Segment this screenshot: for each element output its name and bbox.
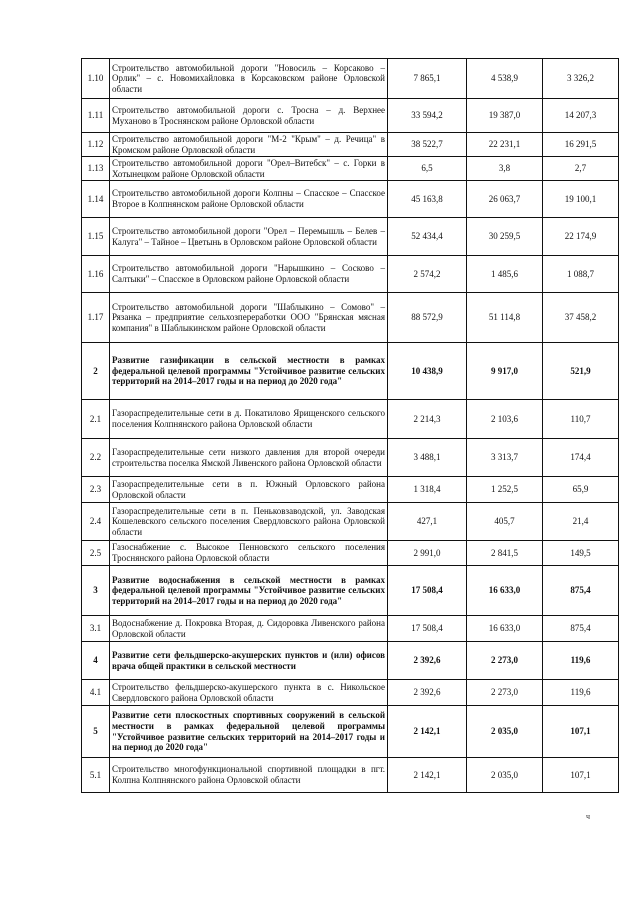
table-row [82,59,619,99]
value-total: 2 142,1 [388,706,467,758]
value-federal: 22 231,1 [467,133,543,157]
row-description: Строительство фельдшерско-акушерского пункта в с. Никольское Свердловского района Орловской области [110,680,388,706]
table-row [82,181,619,218]
value-total: 45 163,8 [388,181,467,218]
value-federal: 2 035,0 [467,706,543,758]
table-row [82,343,619,400]
value-regional: 1 088,7 [543,256,619,293]
row-number: 1.16 [82,256,110,293]
row-description: Газораспределительные сети в п. Южный Орловского района Орловской области [110,477,388,503]
value-regional: 16 291,5 [543,133,619,157]
row-description: Газораспределительные сети в д. Покатилово Ярищенского сельского поселения Колпнянского района Орловской области [110,400,388,439]
value-total: 10 438,9 [388,343,467,400]
value-total: 6,5 [388,157,467,181]
table-row [82,642,619,680]
row-number: 2.1 [82,400,110,439]
row-number: 2.4 [82,503,110,541]
table-row [82,477,619,503]
table-row [82,616,619,642]
row-description: Развитие сети фельдшерско-акушерских пунктов и (или) офисов врача общей практики в сельской местности [110,642,388,680]
value-total: 33 594,2 [388,99,467,133]
value-total: 7 865,1 [388,59,467,99]
value-total: 1 318,4 [388,477,467,503]
value-federal: 405,7 [467,503,543,541]
table-row [82,157,619,181]
table-row [82,541,619,566]
table-row [82,133,619,157]
table-row [82,566,619,616]
value-regional: 174,4 [543,439,619,477]
row-description: Строительство автомобильной дороги "Орел–Витебск" – с. Горки в Хотынецком районе Орловской области [110,157,388,181]
row-number: 2 [82,343,110,400]
row-description: Строительство автомобильной дороги "Нарышкино – Сосково – Салтыки" – Спасское в Орловском районе Орловской области [110,256,388,293]
value-federal: 1 252,5 [467,477,543,503]
row-description: Строительство автомобильной дороги "М-2 "Крым" – д. Речица" в Кромском районе Орловской области [110,133,388,157]
value-total: 2 214,3 [388,400,467,439]
row-description: Строительство автомобильной дороги "Новосиль – Корсаково – Орлик" – с. Новомихайловка в Корсаковском районе Орловской области [110,59,388,99]
value-total: 2 392,6 [388,680,467,706]
table-row [82,99,619,133]
value-regional: 22 174,9 [543,218,619,256]
row-description: Развитие водоснабжения в сельской местности в рамках федеральной целевой программы "Устойчивое развитие сельских территорий на 2014–2017 годы и на период до 2020 года" [110,566,388,616]
value-total: 2 392,6 [388,642,467,680]
value-total: 88 572,9 [388,293,467,343]
corner-mark: ч [586,812,591,821]
value-federal: 9 917,0 [467,343,543,400]
value-regional: 875,4 [543,616,619,642]
row-number: 3.1 [82,616,110,642]
value-federal: 16 633,0 [467,616,543,642]
value-regional: 149,5 [543,541,619,566]
value-total: 2 574,2 [388,256,467,293]
value-regional: 65,9 [543,477,619,503]
value-total: 2 991,0 [388,541,467,566]
row-description: Строительство автомобильной дороги с. Тросна – д. Верхнее Муханово в Троснянском районе Орловской области [110,99,388,133]
table-row [82,758,619,793]
value-federal: 51 114,8 [467,293,543,343]
row-description: Газораспределительные сети низкого давления для второй очереди строительства поселка Ямской Ливенского района Орловской области [110,439,388,477]
row-description: Развитие газификации в сельской местности в рамках федеральной целевой программы "Устойчивое развитие сельских территорий на 2014–2017 годы и на период до 2020 года" [110,343,388,400]
row-description: Строительство автомобильной дороги "Шаблыкино – Сомово" – Рязанка – предприятие сельхозпереработки ООО "Брянская мясная компания" в Шаблыкинском районе Орловской области [110,293,388,343]
value-regional: 19 100,1 [543,181,619,218]
value-regional: 3 326,2 [543,59,619,99]
row-number: 1.13 [82,157,110,181]
value-regional: 875,4 [543,566,619,616]
row-description: Строительство многофункциональной спортивной площадки в пгт. Колпна Колпнянского района Орловской области [110,758,388,793]
value-total: 52 434,4 [388,218,467,256]
row-number: 4.1 [82,680,110,706]
value-federal: 19 387,0 [467,99,543,133]
value-total: 427,1 [388,503,467,541]
table-row [82,706,619,758]
row-number: 1.15 [82,218,110,256]
value-regional: 119,6 [543,642,619,680]
value-federal: 16 633,0 [467,566,543,616]
row-number: 4 [82,642,110,680]
value-federal: 30 259,5 [467,218,543,256]
value-federal: 2 273,0 [467,642,543,680]
value-regional: 110,7 [543,400,619,439]
table-row [82,680,619,706]
value-total: 3 488,1 [388,439,467,477]
value-federal: 3,8 [467,157,543,181]
row-description: Развитие сети плоскостных спортивных сооружений в сельской местности в рамках федеральной целевой программы "Устойчивое развитие сельских территорий на 2014–2017 годы и на период до 2020 года" [110,706,388,758]
value-federal: 2 273,0 [467,680,543,706]
value-regional: 119,6 [543,680,619,706]
row-description: Газоснабжение с. Высокое Пенновского сельского поселения Троснянского района Орловской области [110,541,388,566]
row-number: 1.10 [82,59,110,99]
row-number: 1.14 [82,181,110,218]
value-federal: 26 063,7 [467,181,543,218]
table-row [82,503,619,541]
row-description: Водоснабжение д. Покровка Вторая, д. Сидоровка Ливенского района Орловской области [110,616,388,642]
value-regional: 107,1 [543,758,619,793]
value-total: 17 508,4 [388,616,467,642]
row-number: 5 [82,706,110,758]
table-row [82,218,619,256]
value-regional: 521,9 [543,343,619,400]
row-number: 2.5 [82,541,110,566]
row-number: 5.1 [82,758,110,793]
row-description: Газораспределительные сети в п. Пеньковзаводской, ул. Заводская Кошелевского сельского поселения Свердловского района Орловской области [110,503,388,541]
value-regional: 21,4 [543,503,619,541]
table-row [82,400,619,439]
row-description: Строительство автомобильной дороги "Орел – Перемышль – Белев – Калуга" – Тайное – Цветынь в Орловском районе Орловской области [110,218,388,256]
value-regional: 107,1 [543,706,619,758]
value-regional: 2,7 [543,157,619,181]
value-total: 2 142,1 [388,758,467,793]
value-regional: 37 458,2 [543,293,619,343]
value-federal: 1 485,6 [467,256,543,293]
value-total: 17 508,4 [388,566,467,616]
row-description: Строительство автомобильной дороги Колпны – Спасское – Спасское Второе в Колпнянском районе Орловской области [110,181,388,218]
row-number: 1.17 [82,293,110,343]
funding-table [81,58,619,793]
value-federal: 2 035,0 [467,758,543,793]
row-number: 2.2 [82,439,110,477]
row-number: 1.11 [82,99,110,133]
row-number: 2.3 [82,477,110,503]
table-row [82,293,619,343]
value-federal: 3 313,7 [467,439,543,477]
row-number: 1.12 [82,133,110,157]
table-row [82,439,619,477]
value-regional: 14 207,3 [543,99,619,133]
value-total: 38 522,7 [388,133,467,157]
table-row [82,256,619,293]
table-body [82,59,619,793]
row-number: 3 [82,566,110,616]
value-federal: 4 538,9 [467,59,543,99]
value-federal: 2 103,6 [467,400,543,439]
value-federal: 2 841,5 [467,541,543,566]
